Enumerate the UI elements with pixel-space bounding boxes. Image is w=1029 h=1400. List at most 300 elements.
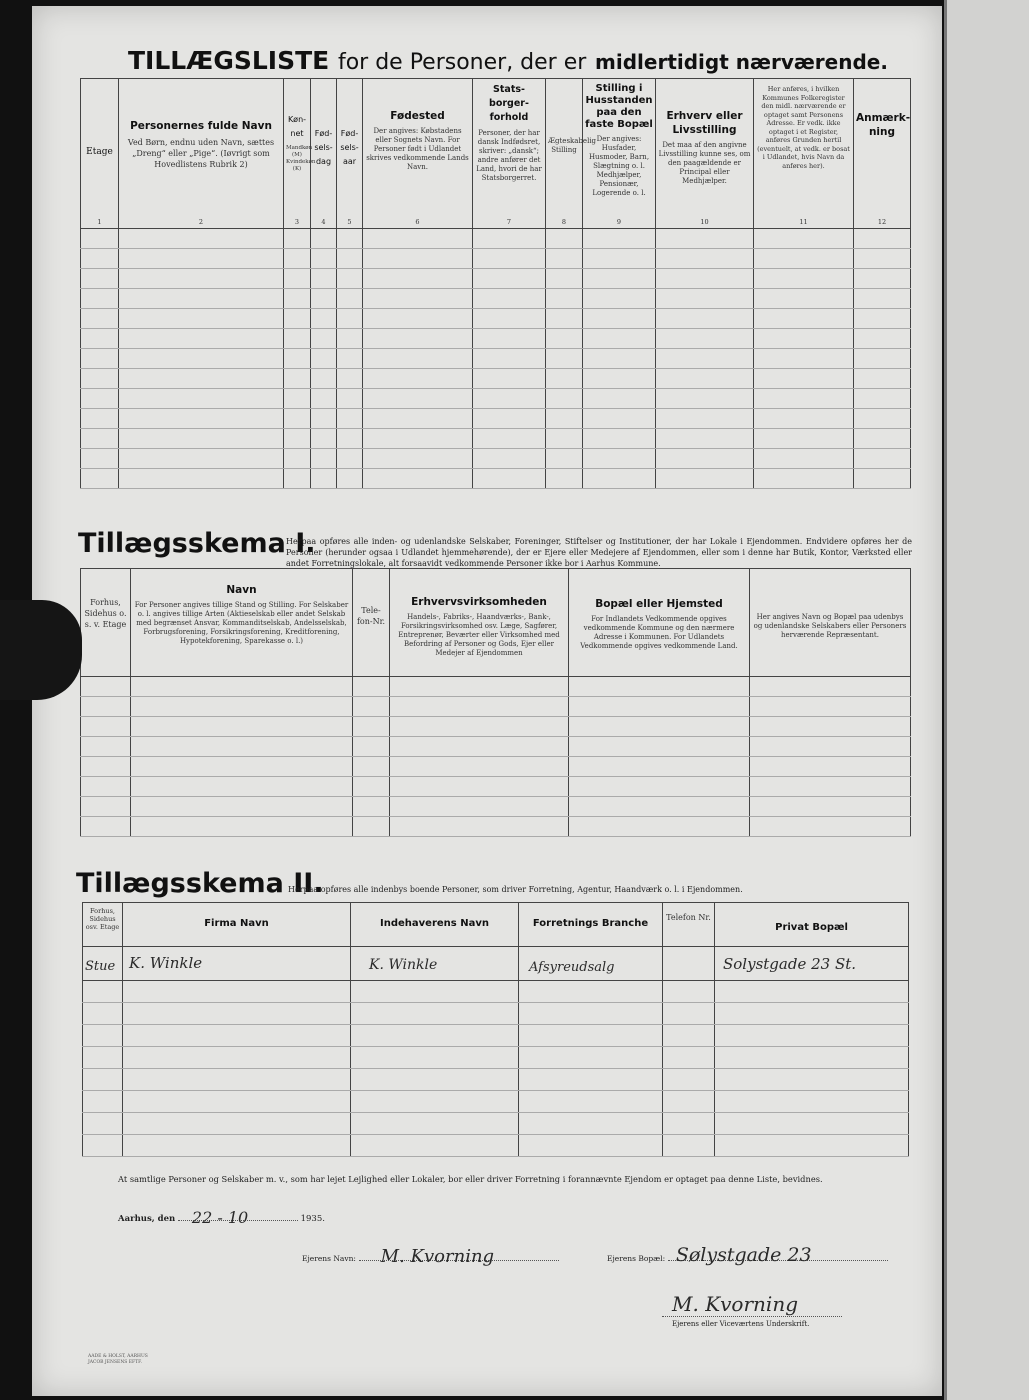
empty-cell [123,1047,351,1069]
empty-cell [519,1047,663,1069]
empty-cell [583,249,656,269]
empty-cell [81,717,131,737]
printer-imprint: AADE & HOLST, AARHUS JACOB JENSENS EFTF. [88,1354,148,1365]
empty-cell [337,429,363,449]
empty-cell [390,677,569,697]
empty-cell [663,981,715,1003]
empty-cell [351,1047,519,1069]
empty-cell [123,981,351,1003]
skema2-empty-row [83,1003,909,1025]
title-normal: for de Personer, der er [337,50,587,75]
empty-cell [473,409,546,429]
empty-cell [83,1113,123,1135]
empty-cell [363,449,473,469]
empty-cell [750,677,911,697]
empty-cell [663,1003,715,1025]
skema2-empty-row [83,1091,909,1113]
entry-etage: Stue [83,947,123,981]
empty-cell [663,1113,715,1135]
empty-cell [656,329,754,349]
skema2-entry-row [83,947,909,981]
empty-cell [81,817,131,837]
empty-cell [81,329,119,349]
entry-indehaver: K. Winkle [351,947,519,981]
empty-cell [351,1025,519,1047]
skema1-intro: Herpaa opføres alle inden- og udenlandske Selskaber, Foreninger, Stiftelser og Institutioner, der har Lokale i Ejendommen. Endvidere opføres her de Personer (herunder ogsaa i Udlandet hjemmehørende), der er Ejere eller Medejere af Ejendommen, eller som i denne har Butik, Kontor, Værksted eller andet Forretningslokale, alt forsaavidt vedkommende Personer ikke bor i Aarhus Kommune. [286,537,912,568]
list-empty-row [81,469,911,489]
empty-cell [715,1135,909,1157]
empty-cell [473,429,546,449]
empty-cell [119,229,284,249]
skema2-empty-row [83,981,909,1003]
empty-cell [473,269,546,289]
empty-cell [854,369,911,389]
skema1-empty-row [81,817,911,837]
empty-cell [754,429,854,449]
skema1-title: Tillægsskema I. [78,528,316,559]
empty-cell [351,1091,519,1113]
empty-cell [390,697,569,717]
entry-branche: Afsyreudsalg [519,947,663,981]
skema1-header-row [81,569,911,677]
empty-cell [311,429,337,449]
empty-cell [583,409,656,429]
s2-col-telefon: Telefon Nr. [663,903,715,947]
col-anmaerkning: Anmærk-ning 12 [854,79,911,229]
empty-cell [546,289,583,309]
empty-cell [284,289,311,309]
date-line [118,1208,418,1227]
empty-cell [131,677,353,697]
empty-cell [754,329,854,349]
col-aegteskab: Ægteskabelig Stilling 8 [546,79,583,229]
empty-cell [131,717,353,737]
s2-col-etage: Forhus, Sidehus osv. Etage [83,903,123,947]
empty-cell [311,229,337,249]
list-empty-row [81,329,911,349]
empty-cell [81,349,119,369]
empty-cell [284,369,311,389]
empty-cell [854,249,911,269]
s2-col-bopael: Privat Bopæl [715,903,909,947]
empty-cell [583,309,656,329]
empty-cell [83,981,123,1003]
skema1-empty-row [81,797,911,817]
empty-cell [81,449,119,469]
empty-cell [750,797,911,817]
main-title [128,46,928,75]
skema1-empty-row [81,757,911,777]
skema2-intro: Herpaa opføres alle indenbys boende Personer, som driver Forretning, Agentur, Haandværk o. l. i Ejendommen. [288,885,743,894]
empty-cell [131,777,353,797]
empty-cell [715,1113,909,1135]
empty-cell [473,289,546,309]
empty-cell [546,409,583,429]
list-header-row [81,79,911,229]
empty-cell [754,309,854,329]
empty-cell [353,777,390,797]
empty-cell [131,797,353,817]
empty-cell [337,329,363,349]
empty-cell [390,777,569,797]
owner-name-value: M. Kvorning [380,1246,495,1267]
signature-label: Ejerens eller Viceværtens Underskrift. [672,1320,810,1328]
list-empty-row [81,409,911,429]
col-adresse: Her anføres, i hvilken Kommunes Folkeregister den midl. nærværende er optaget samt Personens Adresse. Er vedk. ikke optaget i et Register, anføres Grunden hertil (eventuelt, at vedk. er bosat i Udlandet, hvis Navn da anføres her). 11 [754,79,854,229]
s1-col-bopael: Bopæl eller Hjemsted For Indlandets Vedkommende opgives vedkommende Kommune og den nærmere Adresse i Kommunen. For Udlandets Vedkommende opgives vedkommende Land. [569,569,750,677]
empty-cell [569,737,750,757]
empty-cell [569,817,750,837]
empty-cell [854,229,911,249]
s1-col-etage: Forhus, Sidehus o. s. v. Etage [81,569,131,677]
empty-cell [715,1091,909,1113]
empty-cell [119,369,284,389]
empty-cell [337,229,363,249]
empty-cell [546,229,583,249]
empty-cell [311,369,337,389]
empty-cell [663,1069,715,1091]
empty-cell [473,469,546,489]
col-koen: Køn-net Mandkøn (M) Kvindekøn (K) 3 [284,79,311,229]
col-name: Personernes fulde Navn Ved Børn, endnu uden Navn, sættes „Dreng“ eller „Pige“. (Iøvrigt som Hovedlistens Rubrik 2) 2 [119,79,284,229]
empty-cell [353,757,390,777]
empty-cell [390,717,569,737]
empty-cell [337,409,363,429]
empty-cell [754,249,854,269]
empty-cell [311,349,337,369]
col-foedselsaar: Fød-sels-aar 5 [337,79,363,229]
empty-cell [569,777,750,797]
empty-cell [363,329,473,349]
empty-cell [337,389,363,409]
empty-cell [353,797,390,817]
s1-col-navn: Navn For Personer angives tillige Stand og Stilling. For Selskaber o. l. angives tillige Arten (Aktieselskab eller andet Selskab med begrænset Ansvar, Kommanditselskab, Andelsselskab, Forbrugsforening, Forsikringsforening, Kreditforening, Hypotekforening, Sparekasse o. l.) [131,569,353,677]
empty-cell [663,1047,715,1069]
empty-cell [583,269,656,289]
empty-cell [81,249,119,269]
col-foedselsdag: Fød-sels-dag 4 [311,79,337,229]
empty-cell [519,1069,663,1091]
empty-cell [81,737,131,757]
empty-cell [546,429,583,449]
empty-cell [854,429,911,449]
empty-cell [656,289,754,309]
skema2-empty-row [83,1025,909,1047]
empty-cell [519,1113,663,1135]
empty-cell [656,229,754,249]
empty-cell [81,309,119,329]
empty-cell [311,309,337,329]
s2-col-branche: Forretnings Branche [519,903,663,947]
empty-cell [123,1135,351,1157]
empty-cell [546,249,583,269]
empty-cell [750,777,911,797]
empty-cell [284,329,311,349]
empty-cell [284,229,311,249]
empty-cell [663,1091,715,1113]
owner-address-label: Ejerens Bopæl: [607,1254,666,1263]
empty-cell [284,269,311,289]
empty-cell [583,389,656,409]
scanner-thumb [0,600,82,700]
s2-col-firma: Firma Navn [123,903,351,947]
list-empty-row [81,269,911,289]
empty-cell [81,229,119,249]
empty-cell [854,409,911,429]
s1-col-erhverv: Erhvervsvirksomheden Handels-, Fabriks-, Haandværks-, Bank-, Forsikringsvirksomhed osv. Læge, Sagfører, Entreprenør, Beværter eller Virksomhed med Befordring af Personer og Gods, Ejer eller Medejer af Ejendommen [390,569,569,677]
empty-cell [754,389,854,409]
empty-cell [546,449,583,469]
empty-cell [363,469,473,489]
empty-cell [131,697,353,717]
skema1-empty-row [81,697,911,717]
empty-cell [123,1025,351,1047]
s1-col-telefon: Tele-fon-Nr. [353,569,390,677]
empty-cell [473,389,546,409]
empty-cell [83,1069,123,1091]
empty-cell [353,697,390,717]
empty-cell [656,369,754,389]
col-erhverv: Erhverv eller Livsstilling Det maa af den angivne Livsstilling kunne ses, om den paagældende er Principal eller Medhjælper. 10 [656,79,754,229]
empty-cell [363,389,473,409]
empty-cell [123,1003,351,1025]
empty-cell [311,449,337,469]
empty-cell [131,757,353,777]
empty-cell [750,757,911,777]
empty-cell [119,469,284,489]
date-value: 22 - 10 [191,1208,249,1227]
empty-cell [546,269,583,289]
entry-firma: K. Winkle [123,947,351,981]
empty-cell [311,389,337,409]
col-statsborger: Stats-borger-forhold Personer, der har dansk Indfødsret, skriver: „dansk“; andre anfører det Land, hvori de har Statsborgerret. 7 [473,79,546,229]
skema2-empty-row [83,1047,909,1069]
empty-cell [81,269,119,289]
empty-cell [656,389,754,409]
empty-cell [83,1047,123,1069]
empty-cell [546,329,583,349]
empty-cell [390,797,569,817]
empty-cell [854,289,911,309]
empty-cell [569,697,750,717]
empty-cell [351,1113,519,1135]
empty-cell [131,817,353,837]
empty-cell [519,1003,663,1025]
empty-cell [311,269,337,289]
skema1-empty-row [81,737,911,757]
empty-cell [81,389,119,409]
empty-cell [656,429,754,449]
empty-cell [715,1003,909,1025]
empty-cell [119,249,284,269]
empty-cell [353,737,390,757]
empty-cell [119,349,284,369]
empty-cell [754,449,854,469]
empty-cell [81,777,131,797]
empty-cell [473,369,546,389]
owner-name-label: Ejerens Navn: [302,1254,356,1263]
empty-cell [81,289,119,309]
empty-cell [363,309,473,329]
empty-cell [311,469,337,489]
empty-cell [519,1135,663,1157]
empty-cell [337,249,363,269]
empty-cell [854,309,911,329]
empty-cell [569,717,750,737]
empty-cell [123,1113,351,1135]
empty-cell [363,229,473,249]
title-bold2: midlertidigt nærværende. [595,50,888,74]
empty-cell [754,369,854,389]
skema1-empty-row [81,777,911,797]
census-form-page [32,6,942,1396]
empty-cell [363,409,473,429]
empty-cell [656,309,754,329]
empty-cell [363,369,473,389]
list-empty-row [81,449,911,469]
list-empty-row [81,289,911,309]
empty-cell [390,737,569,757]
tillaegsliste-table [80,78,911,489]
col-foedested: Fødested Der angives: Købstadens eller Sognets Navn. For Personer født i Udlandet skrives vedkommende Lands Navn. 6 [363,79,473,229]
skema1-table [80,568,911,837]
skema1-empty-row [81,677,911,697]
empty-cell [656,269,754,289]
empty-cell [81,369,119,389]
empty-cell [353,677,390,697]
owner-address-value: Sølystgade 23 [675,1244,812,1266]
empty-cell [351,1003,519,1025]
empty-cell [284,449,311,469]
empty-cell [715,981,909,1003]
list-empty-row [81,249,911,269]
empty-cell [569,677,750,697]
empty-cell [473,229,546,249]
empty-cell [337,449,363,469]
empty-cell [81,429,119,449]
list-empty-row [81,429,911,449]
skema2-table [82,902,909,1157]
empty-cell [583,229,656,249]
col-etage: Etage 1 [81,79,119,229]
empty-cell [81,697,131,717]
footer-statement [118,1174,918,1184]
empty-cell [390,817,569,837]
empty-cell [519,1091,663,1113]
empty-cell [311,249,337,269]
skema2-header-row [83,903,909,947]
empty-cell [656,449,754,469]
empty-cell [353,817,390,837]
skema2-empty-row [83,1069,909,1091]
empty-cell [754,349,854,369]
empty-cell [583,289,656,309]
empty-cell [311,409,337,429]
empty-cell [583,369,656,389]
empty-cell [754,469,854,489]
empty-cell [473,329,546,349]
empty-cell [546,469,583,489]
place-label: Aarhus, den [118,1214,176,1224]
empty-cell [337,369,363,389]
empty-cell [569,797,750,817]
empty-cell [754,409,854,429]
empty-cell [311,329,337,349]
empty-cell [715,1047,909,1069]
list-empty-row [81,389,911,409]
adjacent-page [944,0,1029,1400]
empty-cell [750,717,911,737]
empty-cell [83,1025,123,1047]
empty-cell [81,677,131,697]
skema2-empty-row [83,1135,909,1157]
empty-cell [83,1135,123,1157]
empty-cell [119,289,284,309]
col-stilling: Stilling i Husstanden paa den faste Bopæl Der angives: Husfader, Husmoder, Barn, Slægtning o. l. Medhjælper, Pensionær, Logerende o. l. 9 [583,79,656,229]
empty-cell [351,1135,519,1157]
statement-text: At samtlige Personer og Selskaber m. v., som har lejet Lejlighed eller Lokaler, bor eller driver Forretning i forannævnte Ejendom er optaget paa denne Liste, bevidnes. [118,1174,823,1184]
empty-cell [390,757,569,777]
empty-cell [656,469,754,489]
empty-cell [119,329,284,349]
empty-cell [754,229,854,249]
empty-cell [284,249,311,269]
empty-cell [284,409,311,429]
empty-cell [119,409,284,429]
empty-cell [663,1025,715,1047]
empty-cell [131,737,353,757]
empty-cell [519,1025,663,1047]
empty-cell [656,349,754,369]
owner-address-line [607,1244,888,1266]
empty-cell [583,449,656,469]
empty-cell [284,469,311,489]
empty-cell [337,349,363,369]
empty-cell [546,369,583,389]
empty-cell [663,1135,715,1157]
empty-cell [583,349,656,369]
empty-cell [569,757,750,777]
empty-cell [123,1091,351,1113]
empty-cell [656,249,754,269]
empty-cell [337,309,363,329]
signature-rule [662,1316,842,1317]
list-empty-row [81,349,911,369]
year-label: 1935. [300,1214,325,1224]
empty-cell [337,469,363,489]
empty-cell [583,429,656,449]
empty-cell [284,349,311,369]
empty-cell [473,309,546,329]
empty-cell [351,981,519,1003]
empty-cell [363,249,473,269]
empty-cell [351,1069,519,1091]
empty-cell [123,1069,351,1091]
signature: M. Kvorning [672,1292,798,1316]
empty-cell [337,269,363,289]
empty-cell [81,409,119,429]
empty-cell [750,737,911,757]
empty-cell [519,981,663,1003]
empty-cell [83,1003,123,1025]
empty-cell [854,329,911,349]
empty-cell [119,309,284,329]
entry-bopael: Solystgade 23 St. [715,947,909,981]
empty-cell [83,1091,123,1113]
empty-cell [363,289,473,309]
empty-cell [750,697,911,717]
empty-cell [337,289,363,309]
